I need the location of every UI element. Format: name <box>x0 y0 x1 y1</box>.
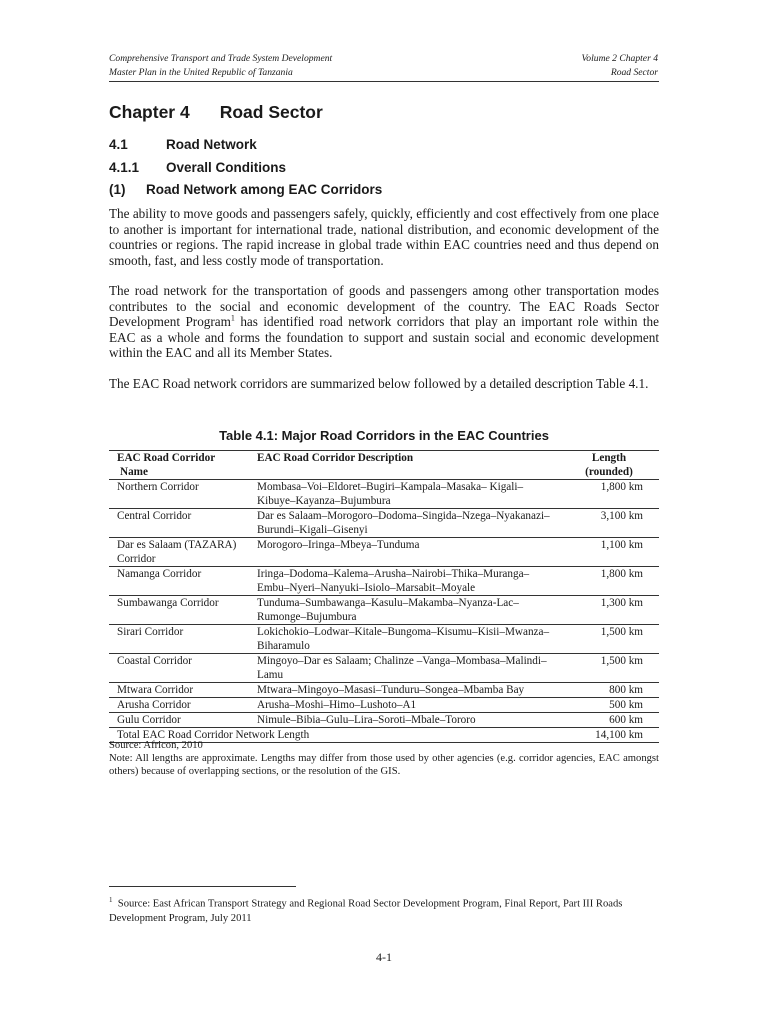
table-row <box>109 538 659 567</box>
table-row <box>109 625 659 654</box>
header-name <box>109 451 253 480</box>
header-length <box>559 451 659 480</box>
corridor-length: 1,800 km <box>600 481 643 493</box>
subsection-title: Overall Conditions <box>166 160 287 175</box>
table-row <box>109 713 659 728</box>
corridor-description: Dar es Salaam–Morogoro–Dodoma–Singida–Nzega–Nyakanazi–Burundi–Kigali–Gisenyi <box>257 510 550 536</box>
corridor-description: Lokichokio–Lodwar–Kitale–Bungoma–Kisumu–Kisii–Mwanza–Biharamulo <box>257 626 550 652</box>
paragraph-2-text-b: has identified road network corridors that play an important role within the EAC as a whole and forms the foundation to support and sustain social and economic development within the EAC and all its Member States. <box>109 314 659 361</box>
paragraph-1: The ability to move goods and passengers safely, quickly, efficiently and cost effectively from one place to another is important for international trade, national distribution, and economic development of the countries or regions. The rapid increase in global trade within EAC countries need and thus depend on smooth, fast, and less costly mode of transportation. <box>109 206 659 268</box>
table-row <box>109 654 659 683</box>
footnote <box>109 893 659 926</box>
header-length-line2: (rounded) <box>585 466 633 478</box>
footnote-ref: 1 <box>230 313 235 323</box>
corridor-name: Namanga Corridor <box>117 568 202 580</box>
corridor-description: Morogoro–Iringa–Mbeya–Tunduma <box>257 539 420 551</box>
table-header-row <box>109 451 659 480</box>
corridor-description: Mingoyo–Dar es Salaam; Chalinze –Vanga–Mombasa–Malindi–Lamu <box>257 655 547 681</box>
table-row <box>109 567 659 596</box>
section-title: Road Network <box>166 137 257 152</box>
section-number: 4.1 <box>109 137 128 152</box>
corridor-length: 1,800 km <box>600 568 643 580</box>
table-row <box>109 596 659 625</box>
corridor-name: Central Corridor <box>117 510 192 522</box>
item-heading <box>109 182 382 197</box>
corridor-length: 1,500 km <box>600 626 643 638</box>
footnote-divider <box>109 886 296 887</box>
header-right-line2: Road Sector <box>610 67 658 78</box>
corridor-description: Arusha–Moshi–Himo–Lushoto–A1 <box>257 699 417 711</box>
corridor-description: Mtwara–Mingoyo–Masasi–Tunduru–Songea–Mbamba Bay <box>257 684 525 696</box>
corridor-name: Gulu Corridor <box>117 714 181 726</box>
length-note: Note: All lengths are approximate. Lengths may differ from those used by other agencies (e.g. corridor agencies, EAC amongst others) because of overlapping sections, or the resolution of the GIS. <box>109 753 659 777</box>
table-title: Table 4.1: Major Road Corridors in the EAC Countries <box>219 428 549 443</box>
corridor-name: Coastal Corridor <box>117 655 192 667</box>
header-left-line2: Master Plan in the United Republic of Tanzania <box>109 67 293 78</box>
corridor-length: 500 km <box>609 699 643 711</box>
paragraph-2-text-a: The road network for the transportation of goods and passengers among other transportation modes contributes to the social and economic development of the country. The EAC Roads Sector Development Program <box>109 283 659 330</box>
subsection-heading <box>109 160 286 175</box>
source-note: Source: Africon, 2010 <box>109 740 203 751</box>
chapter-heading <box>109 102 323 123</box>
running-header-left <box>109 52 332 80</box>
table-row <box>109 698 659 713</box>
corridor-table <box>109 450 659 743</box>
footnote-text: Source: East African Transport Strategy and Regional Road Sector Development Program, Final Report, Part III Roads Development Program, July 2011 <box>109 898 623 924</box>
table-notes <box>109 739 659 778</box>
corridor-length: 1,500 km <box>600 655 643 667</box>
subsection-number: 4.1.1 <box>109 160 140 175</box>
paragraph-2 <box>109 283 659 361</box>
paragraph-3: The EAC Road network corridors are summarized below followed by a detailed description Table 4.1. <box>109 376 649 391</box>
footnote-mark: 1 <box>109 896 113 904</box>
chapter-title: Road Sector <box>219 102 323 122</box>
chapter-number: Chapter 4 <box>109 102 190 122</box>
corridor-description: Tunduma–Sumbawanga–Kasulu–Makamba–Nyanza-Lac–Rumonge–Bujumbura <box>257 597 519 623</box>
table-row <box>109 683 659 698</box>
corridor-length: 1,300 km <box>600 597 643 609</box>
running-header-right <box>582 52 658 80</box>
corridor-name: Arusha Corridor <box>117 699 191 711</box>
corridor-name: Dar es Salaam (TAZARA) Corridor <box>117 539 237 565</box>
item-number: (1) <box>109 182 126 197</box>
corridor-length: 600 km <box>609 714 643 726</box>
total-label: Total EAC Road Corridor Network Length <box>117 729 310 741</box>
corridor-description: Mombasa–Voi–Eldoret–Bugiri–Kampala–Masaka– Kigali–Kibuye–Kayanza–Bujumbura <box>257 481 524 507</box>
corridor-name: Sumbawanga Corridor <box>117 597 219 609</box>
header-left-line1: Comprehensive Transport and Trade System Development <box>109 53 333 64</box>
header-divider <box>109 81 659 82</box>
corridor-name: Mtwara Corridor <box>117 684 194 696</box>
corridor-description: Iringa–Dodoma–Kalema–Arusha–Nairobi–Thika–Muranga–Embu–Nyeri–Nanyuki–Isiolo–Marsabit–Moyale <box>257 568 530 594</box>
header-name-line1: EAC Road Corridor <box>117 452 216 464</box>
header-description: EAC Road Corridor Description <box>253 451 559 480</box>
corridor-length: 3,100 km <box>600 510 643 522</box>
corridor-name: Sirari Corridor <box>117 626 184 638</box>
total-length: 14,100 km <box>595 729 643 741</box>
corridor-description: Nimule–Bibia–Gulu–Lira–Soroti–Mbale–Tororo <box>257 714 476 726</box>
header-right-line1: Volume 2 Chapter 4 <box>581 53 658 64</box>
table-row <box>109 509 659 538</box>
header-length-line1: Length <box>591 452 627 464</box>
corridor-length: 1,100 km <box>600 539 643 551</box>
header-name-line2: Name <box>120 466 148 478</box>
table-row <box>109 480 659 509</box>
page-number: 4-1 <box>376 950 392 964</box>
section-heading <box>109 137 257 152</box>
item-title: Road Network among EAC Corridors <box>146 182 383 197</box>
corridor-name: Northern Corridor <box>117 481 199 493</box>
corridor-length: 800 km <box>609 684 643 696</box>
